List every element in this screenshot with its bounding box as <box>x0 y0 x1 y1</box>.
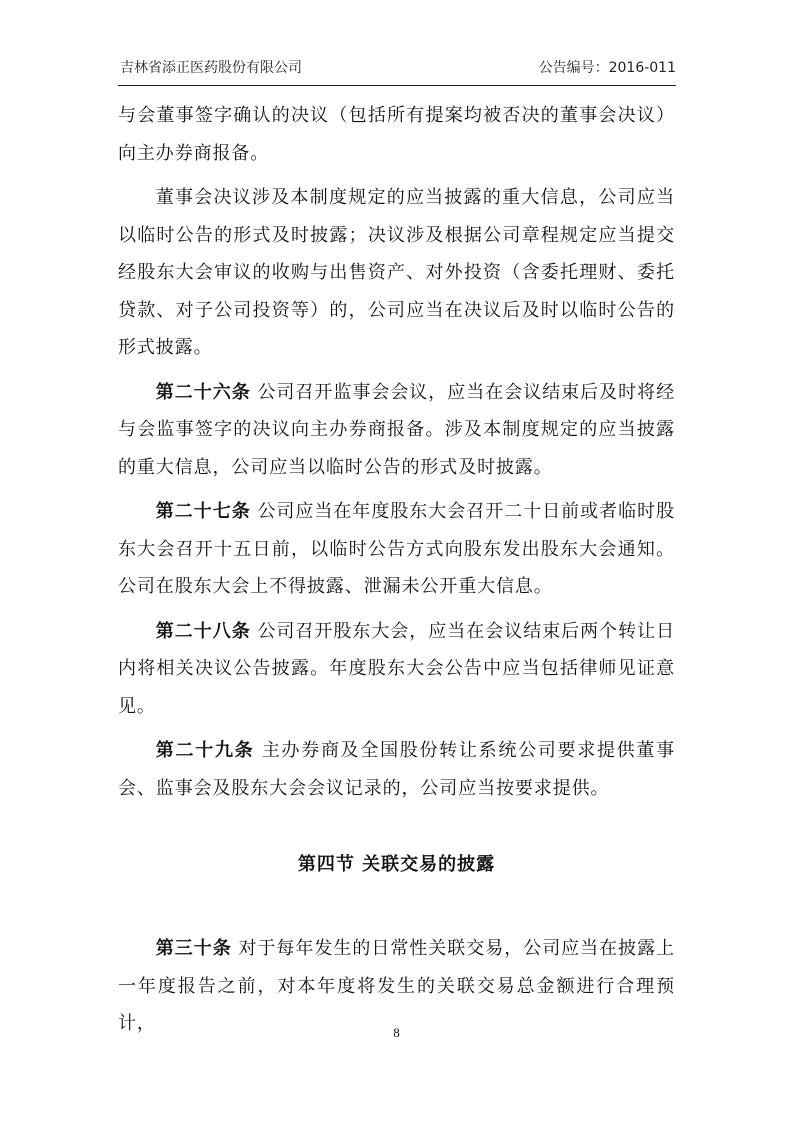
company-name: 吉林省添正医药股份有限公司 <box>120 60 302 76</box>
section-title: 第四节 关联交易的披露 <box>297 854 496 875</box>
article-26-text: 公司召开监事会会议，应当在会议结束后及时将经与会监事签字的决议向主办券商报备。涉及本制度规定的应当披露的重大信息，公司应当以临时公告的形式及时披露。 <box>118 381 675 478</box>
paragraph-board-resolution: 董事会决议涉及本制度规定的应当披露的重大信息，公司应当以临时公告的形式及时披露；决议涉及根据公司章程规定应当提交经股东大会审议的收购与出售资产、对外投资（含委托理财、委托贷款、对子公司投资等）的，公司应当在决议后及时以临时公告的形式披露。 <box>118 187 675 358</box>
article-29-text: 主办券商及全国股份转让系统公司要求提供董事会、监事会及股东大会会议记录的，公司应当按要求提供。 <box>118 740 675 799</box>
announcement-number: 公告编号：2016-011 <box>538 60 676 76</box>
article-29 <box>118 732 675 807</box>
article-27 <box>118 493 675 606</box>
article-28 <box>118 613 675 726</box>
article-28-title: 第二十八条 <box>155 620 251 642</box>
article-27-text: 公司应当在年度股东大会召开二十日前或者临时股东大会召开十五日前，以临时公告方式向股东发出股东大会通知。公司在股东大会上不得披露、泄漏未公开重大信息。 <box>118 501 675 597</box>
article-29-title: 第二十九条 <box>155 740 255 761</box>
page-number: 8 <box>393 1025 400 1040</box>
article-26-title: 第二十六条 <box>155 381 251 403</box>
article-27-title: 第二十七条 <box>155 501 251 522</box>
article-28-text: 公司召开股东大会，应当在会议结束后两个转让日内将相关决议公告披露。年度股东大会公告中应当包括律师见证意见。 <box>118 620 675 717</box>
document-body <box>118 97 675 807</box>
article-30-text: 对于每年发生的日常性关联交易，公司应当在披露上一年度报告之前，对本年度将发生的关联交易总金额进行合理预计， <box>118 938 675 1034</box>
page-header <box>118 57 676 79</box>
paragraph-continuation: 与会董事签字确认的决议（包括所有提案均被否决的董事会决议）向主办券商报备。 <box>118 105 675 164</box>
article-26 <box>118 374 675 487</box>
header-divider <box>118 85 676 86</box>
article-30-title: 第三十条 <box>155 938 232 959</box>
